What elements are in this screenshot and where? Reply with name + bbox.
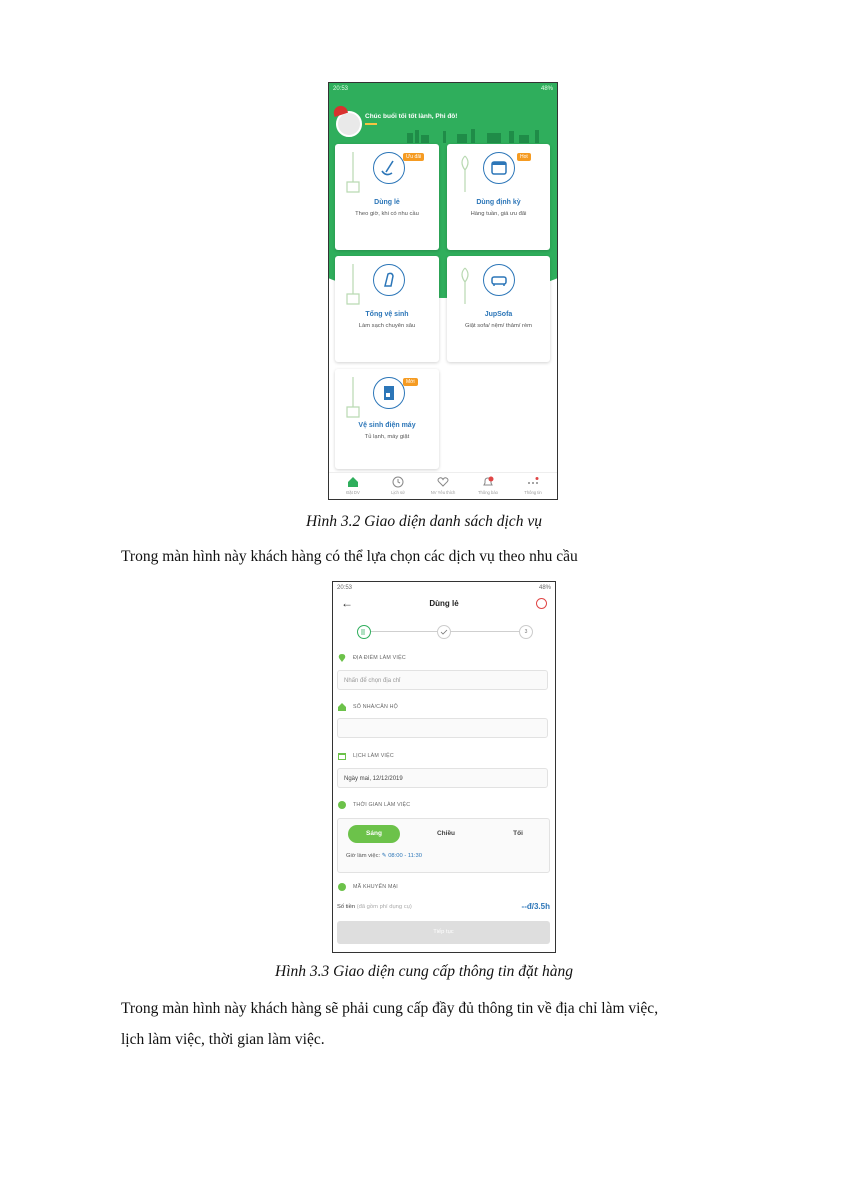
more-icon	[527, 476, 539, 488]
back-arrow-icon[interactable]: ←	[341, 596, 353, 610]
card-title: Vệ sinh điện máy	[358, 422, 416, 429]
location-placeholder: Nhấn để chọn địa chỉ	[344, 678, 401, 684]
sofa-icon	[483, 264, 515, 296]
card-title: Tổng vệ sinh	[365, 311, 409, 318]
bell-icon	[482, 476, 494, 488]
step-indicator	[349, 625, 539, 637]
nav-label: Thông tin	[524, 490, 542, 495]
location-label: ĐỊA ĐIỂM LÀM VIỆC	[353, 655, 406, 661]
plant-icon	[455, 152, 475, 196]
badge-offer: Ưu đãi	[403, 153, 424, 161]
work-time-box	[337, 818, 550, 873]
service-card-ve-sinh-dien-may[interactable]	[335, 369, 439, 469]
nav-label: Đặt DV	[346, 490, 360, 495]
card-desc: Tủ lạnh, máy giặt	[364, 434, 410, 440]
order-info-screenshot	[332, 581, 556, 953]
schedule-input[interactable]	[337, 768, 548, 788]
step-2	[437, 625, 451, 639]
vacuum-icon	[373, 264, 405, 296]
price-label	[337, 904, 412, 910]
location-pin-icon	[338, 654, 346, 662]
list-icon	[358, 626, 370, 638]
service-card-jupsofa[interactable]	[447, 256, 550, 362]
home-icon	[347, 476, 359, 488]
schedule-label: LỊCH LÀM VIỆC	[353, 753, 394, 759]
paragraph-2-line-2: lịch làm việc, thời gian làm việc.	[121, 1031, 325, 1048]
card-desc: Theo giờ, khi có nhu cầu	[355, 211, 419, 217]
service-card-dung-dinh-ky[interactable]	[447, 144, 550, 250]
calendar-icon	[338, 752, 346, 760]
rating-bar	[365, 123, 377, 125]
app-header	[333, 594, 555, 616]
clock-icon	[338, 801, 346, 809]
work-hours-value[interactable]: 08:00 - 11:30	[388, 853, 422, 859]
nav-favorites[interactable]	[423, 473, 463, 499]
plant-icon	[343, 377, 363, 421]
service-card-dung-le[interactable]	[335, 144, 439, 250]
bottom-nav	[329, 472, 557, 499]
nav-notifications[interactable]	[468, 473, 508, 499]
house-number-input[interactable]	[337, 718, 548, 738]
paragraph-1: Trong màn hình này khách hàng có thể lựa chọn các dịch vụ theo nhu cầu	[121, 548, 578, 565]
card-desc: Làm sạch chuyên sâu	[358, 323, 416, 329]
card-title: Dùng lẻ	[374, 199, 400, 206]
price-row	[337, 902, 550, 916]
calendar-icon	[483, 152, 515, 184]
nav-history[interactable]	[378, 473, 418, 499]
work-hours-label: Giờ làm việc:	[346, 853, 381, 859]
nav-info[interactable]	[513, 473, 553, 499]
card-desc: Giặt sofa/ nệm/ thảm/ rèm	[464, 323, 532, 329]
house-icon	[338, 703, 346, 711]
work-time-label: THỜI GIAN LÀM VIỆC	[353, 802, 411, 808]
figure-caption-1: Hình 3.2 Giao diện danh sách dịch vụ	[306, 513, 542, 530]
promo-icon	[338, 883, 346, 891]
nav-label: Lịch sử	[391, 490, 405, 495]
plant-icon	[455, 264, 475, 308]
card-title: Dùng định kỳ	[476, 199, 521, 206]
card-desc: Hàng tuần, giá ưu đãi	[470, 211, 527, 217]
tab-evening[interactable]: Tối	[513, 830, 523, 837]
schedule-value: Ngày mai, 12/12/2019	[344, 776, 403, 782]
status-time: 20:53	[333, 86, 349, 92]
service-card-tong-ve-sinh[interactable]	[335, 256, 439, 362]
continue-button[interactable]: Tiếp tục	[337, 921, 550, 944]
plant-icon	[343, 264, 363, 308]
work-hours	[346, 853, 422, 859]
status-time: 20:53	[337, 585, 353, 591]
house-number-label: SỐ NHÀ/CĂN HỘ	[353, 704, 398, 710]
heart-icon	[437, 476, 449, 488]
status-bar	[329, 83, 557, 95]
badge-hot: Hot	[517, 153, 531, 161]
step-3: 3	[519, 625, 533, 639]
skyline-icon	[399, 125, 549, 143]
location-input[interactable]	[337, 670, 548, 690]
status-battery: 48%	[540, 86, 553, 92]
nav-book-service[interactable]	[333, 473, 373, 499]
page-title: Dùng lẻ	[429, 599, 459, 608]
greeting-text: Chúc buổi tối tốt lành, Phi đô!	[365, 113, 458, 120]
nav-label: Thông báo	[477, 490, 499, 495]
service-list-screenshot	[328, 82, 558, 500]
paragraph-2-line-1: Trong màn hình này khách hàng sẽ phải cung cấp đầy đủ thông tin về địa chỉ làm việc,	[121, 1000, 659, 1017]
clock-icon	[392, 476, 404, 488]
check-icon	[438, 626, 450, 638]
status-battery: 48%	[538, 585, 551, 591]
info-icon[interactable]	[536, 598, 547, 609]
pencil-icon[interactable]: ✎	[381, 853, 387, 859]
step-1	[357, 625, 371, 639]
nav-label: NV Yêu thích	[430, 490, 456, 495]
figure-caption-2: Hình 3.3 Giao diện cung cấp thông tin đặt hàng	[275, 963, 573, 980]
promo-label[interactable]: MÃ KHUYẾN MẠI	[353, 884, 398, 890]
appliance-icon	[373, 377, 405, 409]
plant-icon	[343, 152, 363, 196]
price-note: (đã gồm phí dụng cụ)	[356, 904, 412, 910]
card-title: JupSofa	[484, 311, 513, 318]
tab-morning[interactable]: Sáng	[348, 825, 400, 843]
price-label-text: Số tiền	[337, 904, 356, 910]
status-bar	[333, 582, 555, 594]
tab-afternoon[interactable]: Chiều	[436, 830, 456, 837]
broom-icon	[373, 152, 405, 184]
badge-new: Mới	[403, 378, 418, 386]
price-value: --đ/3.5h	[521, 902, 550, 911]
